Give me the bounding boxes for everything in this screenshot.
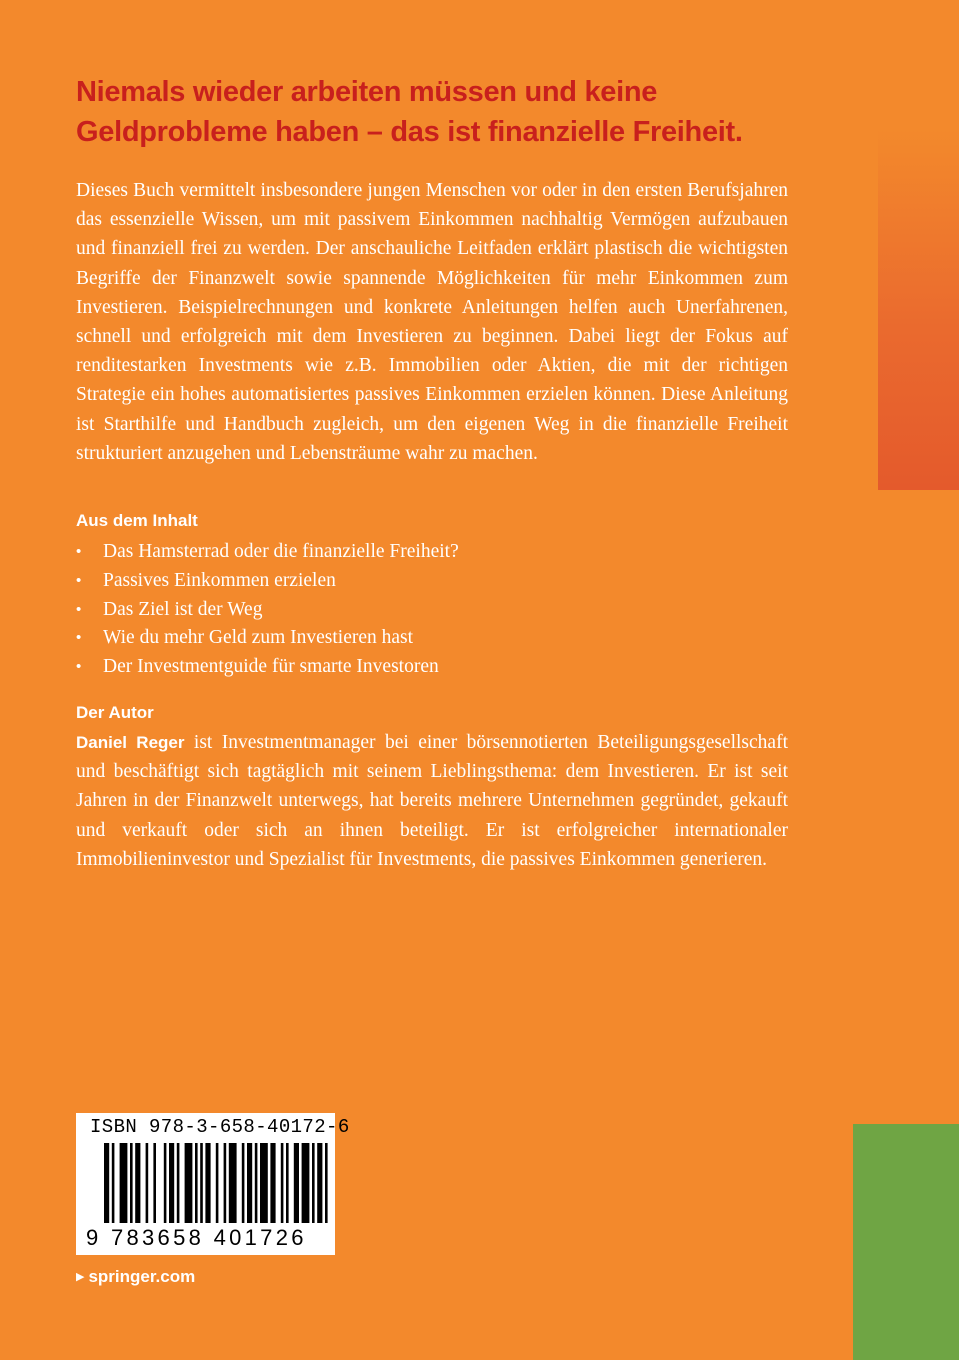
publisher-url: springer.com: [88, 1267, 196, 1286]
list-item: • Das Hamsterrad oder die finanzielle Freiheit?: [76, 538, 776, 567]
side-gradient-strip: [878, 130, 959, 490]
barcode-digits: 9 783658 401726: [86, 1225, 307, 1250]
list-item: • Passives Einkommen erzielen: [76, 567, 776, 596]
contents-title: Aus dem Inhalt: [76, 511, 198, 530]
author-name: Daniel Reger: [76, 733, 185, 752]
publisher-link[interactable]: [76, 1266, 195, 1288]
bullet-icon: •: [76, 600, 82, 618]
bullet-icon: •: [76, 629, 82, 647]
headline: Niemals wieder arbeiten müssen und keine Geldprobleme haben – das ist finanzielle Freiheit.: [76, 76, 743, 148]
side-green-block: [853, 1124, 959, 1360]
bullet-icon: •: [76, 543, 82, 560]
list-item: • Das Ziel ist der Weg: [76, 596, 776, 625]
isbn-label: ISBN 978-3-658-40172-6: [90, 1116, 350, 1138]
list-item: • Wie du mehr Geld zum Investieren hast: [76, 624, 776, 653]
author-title: Der Autor: [76, 703, 154, 722]
contents-list: [76, 538, 776, 682]
intro-paragraph: Dieses Buch vermittelt insbesondere jungen Menschen vor oder in den ersten Berufsjahren das essenzielle Wissen, um mit passivem Einkommen nachhaltig Vermögen aufzubauen und finanziell frei zu werden. Der anschauliche Leitfaden erklärt plastisch die wichtigsten Begriffe der Finanzwelt sowie spannende Möglichkeiten für mehr Einkommen zum Investieren. Beispielrechnungen und konkrete Anleitungen helfen auch Unerfahrenen, schnell und erfolgreich mit dem Investieren zu beginnen. Dabei liegt der Fokus auf renditestarken Investments wie z.B. Immobilien oder Aktien, die mit der richtigen Strategie ein hohes automatisiertes passives Einkommen erzielen können. Diese Anleitung ist Starthilfe und Handbuch zugleich, um den eigenen Weg in die finanzielle Freiheit strukturiert anzugehen und Lebensträume wahr zu machen.: [76, 180, 788, 464]
bullet-icon: •: [76, 658, 82, 676]
bullet-icon: •: [76, 571, 82, 589]
arrow-icon: ▶: [76, 1271, 85, 1283]
barcode-icon: [76, 1141, 335, 1227]
author-bio: ist Investmentmanager bei einer börsennotierten Beteiligungsgesellschaft und beschäftigt sich tagtäglich mit seinem Lieblingsthema: dem Investieren. Er ist seit Jahren in der Finanzwelt unterwegs, hat bereits mehrere Unternehmen gegründet, gekauft und verkauft oder sich an ihnen beteiligt. Er ist erfolgreicher internationaler Immobilieninvestor und Spezialist für Investments, die passives Einkommen generieren.: [76, 732, 788, 870]
author-paragraph: [76, 728, 788, 874]
barcode-box: [76, 1113, 350, 1255]
list-item: • Der Investmentguide für smarte Investoren: [76, 653, 776, 682]
